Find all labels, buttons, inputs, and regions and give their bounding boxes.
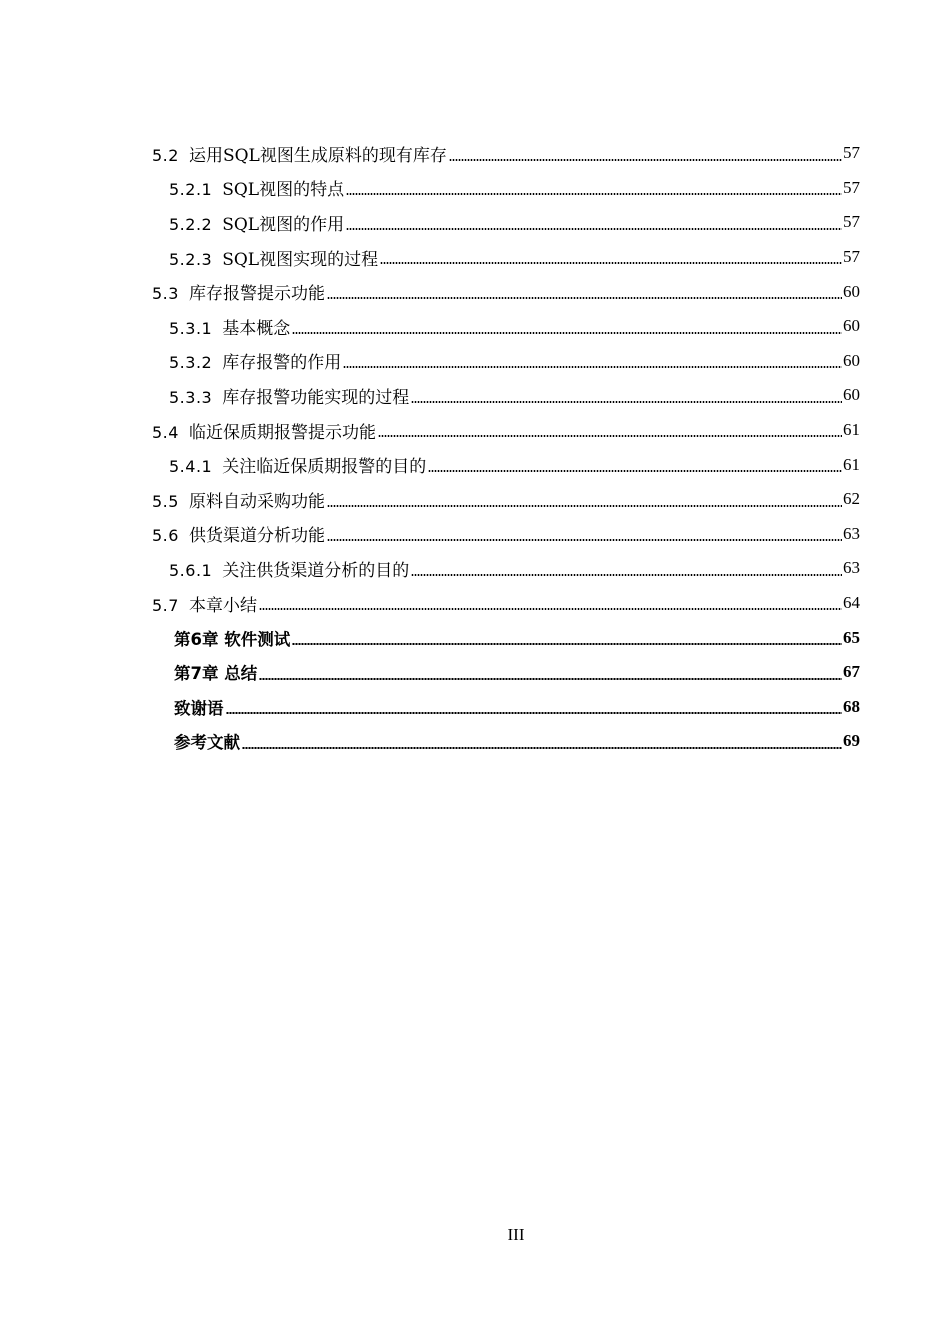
toc-entry-number: 5.6	[152, 526, 179, 546]
toc-entry-number: 5.3.1	[169, 318, 213, 338]
dot-leader	[428, 470, 842, 472]
toc-entry-title: 库存报警的作用	[222, 353, 342, 374]
toc-entry-title: 运用SQL视图生成原料的现有库存	[188, 145, 447, 166]
toc-entry-title: SQL视图的特点	[222, 180, 345, 201]
table-of-contents	[0, 136, 950, 759]
toc-entry[interactable]	[0, 344, 950, 379]
toc-entry-page: 65	[843, 627, 860, 647]
toc-entry-text	[174, 729, 240, 753]
dot-leader	[449, 159, 842, 161]
dot-leader	[292, 643, 842, 645]
toc-entry-page: 63	[843, 523, 860, 543]
toc-entry-number: 5.2.3	[169, 249, 213, 269]
toc-entry-title: 关注供货渠道分析的目的	[222, 560, 410, 581]
toc-entry-title: SQL视图的作用	[222, 214, 345, 235]
toc-entry-page: 57	[843, 143, 860, 163]
toc-entry[interactable]	[0, 690, 950, 725]
toc-entry-title: 库存报警功能实现的过程	[222, 387, 410, 408]
toc-entry-number: 5.6.1	[169, 560, 213, 580]
toc-entry-text	[169, 175, 344, 200]
toc-entry-text	[169, 348, 341, 373]
toc-entry-page: 69	[843, 731, 860, 751]
dot-leader	[346, 193, 842, 195]
toc-entry[interactable]	[0, 378, 950, 413]
toc-entry[interactable]	[0, 586, 950, 621]
toc-entry-page: 68	[843, 696, 860, 716]
toc-entry-page: 64	[843, 593, 860, 613]
toc-entry-title: 第6章 软件测试	[174, 629, 291, 649]
toc-entry-text	[169, 314, 290, 339]
toc-entry[interactable]	[0, 240, 950, 275]
toc-entry-title: 致谢语	[174, 698, 224, 718]
toc-entry-number: 5.7	[152, 595, 179, 615]
toc-entry-number: 5.3.3	[169, 387, 213, 407]
toc-entry-page: 60	[843, 385, 860, 405]
dot-leader	[378, 435, 842, 437]
dot-leader	[327, 297, 842, 299]
toc-entry-text	[152, 141, 447, 166]
toc-entry-number: 5.3	[152, 284, 179, 304]
toc-entry[interactable]	[0, 620, 950, 655]
dot-leader	[226, 712, 843, 714]
toc-entry-page: 60	[843, 316, 860, 336]
toc-entry-title: 第7章 总结	[174, 664, 258, 684]
toc-entry[interactable]	[0, 309, 950, 344]
toc-entry[interactable]	[0, 482, 950, 517]
toc-entry[interactable]	[0, 447, 950, 482]
toc-entry-title: 供货渠道分析功能	[188, 526, 325, 547]
toc-entry[interactable]	[0, 413, 950, 448]
toc-entry-number: 5.3.2	[169, 353, 213, 373]
toc-entry-number: 5.4	[152, 422, 179, 442]
toc-entry-page: 60	[843, 350, 860, 370]
toc-entry-title: 本章小结	[188, 595, 257, 616]
toc-entry-text	[152, 279, 325, 304]
toc-entry-text	[169, 245, 378, 270]
toc-entry-title: 参考文献	[174, 733, 240, 753]
dot-leader	[343, 366, 842, 368]
toc-entry-text	[152, 521, 325, 546]
toc-entry-page: 57	[843, 177, 860, 197]
toc-entry-number: 5.5	[152, 491, 179, 511]
toc-entry-number: 5.2.1	[169, 180, 213, 200]
toc-entry[interactable]	[0, 655, 950, 690]
toc-entry-page: 57	[843, 247, 860, 267]
toc-entry-title: 库存报警提示功能	[188, 284, 325, 305]
toc-entry-text	[152, 418, 376, 443]
toc-entry-title: 原料自动采购功能	[188, 491, 325, 512]
toc-entry[interactable]	[0, 551, 950, 586]
toc-entry[interactable]	[0, 517, 950, 552]
dot-leader	[259, 678, 842, 680]
dot-leader	[346, 228, 842, 230]
toc-entry-text	[169, 452, 426, 477]
toc-entry-page: 60	[843, 281, 860, 301]
toc-entry-page: 61	[843, 420, 860, 440]
toc-entry-title: 基本概念	[222, 318, 291, 339]
toc-entry-number: 5.2	[152, 145, 179, 165]
dot-leader	[292, 332, 842, 334]
toc-entry-text	[152, 591, 257, 616]
toc-entry-page: 63	[843, 558, 860, 578]
dot-leader	[327, 505, 842, 507]
toc-entry-text	[174, 695, 224, 719]
toc-entry-text	[152, 487, 325, 512]
dot-leader	[380, 262, 842, 264]
toc-entry[interactable]	[0, 136, 950, 171]
toc-entry-text	[174, 660, 257, 684]
toc-entry-number: 5.2.2	[169, 214, 213, 234]
toc-entry-page: 57	[843, 212, 860, 232]
toc-entry[interactable]	[0, 171, 950, 206]
dot-leader	[242, 747, 842, 749]
page-number: III	[507, 1225, 525, 1244]
toc-entry-page: 67	[843, 662, 860, 682]
dot-leader	[259, 608, 842, 610]
dot-leader	[411, 574, 842, 576]
toc-entry-text	[169, 556, 409, 581]
toc-entry-page: 61	[843, 454, 860, 474]
toc-entry-text	[169, 210, 344, 235]
toc-entry[interactable]	[0, 274, 950, 309]
dot-leader	[327, 539, 842, 541]
dot-leader	[411, 401, 842, 403]
toc-entry-text	[169, 383, 409, 408]
toc-entry-text	[174, 626, 290, 650]
toc-entry-title: 临近保质期报警提示功能	[188, 422, 376, 443]
toc-entry[interactable]	[0, 205, 950, 240]
toc-entry[interactable]	[0, 724, 950, 759]
toc-entry-page: 62	[843, 489, 860, 509]
toc-entry-number: 5.4.1	[169, 457, 213, 477]
toc-entry-title: 关注临近保质期报警的目的	[222, 457, 427, 478]
toc-entry-title: SQL视图实现的过程	[222, 249, 379, 270]
